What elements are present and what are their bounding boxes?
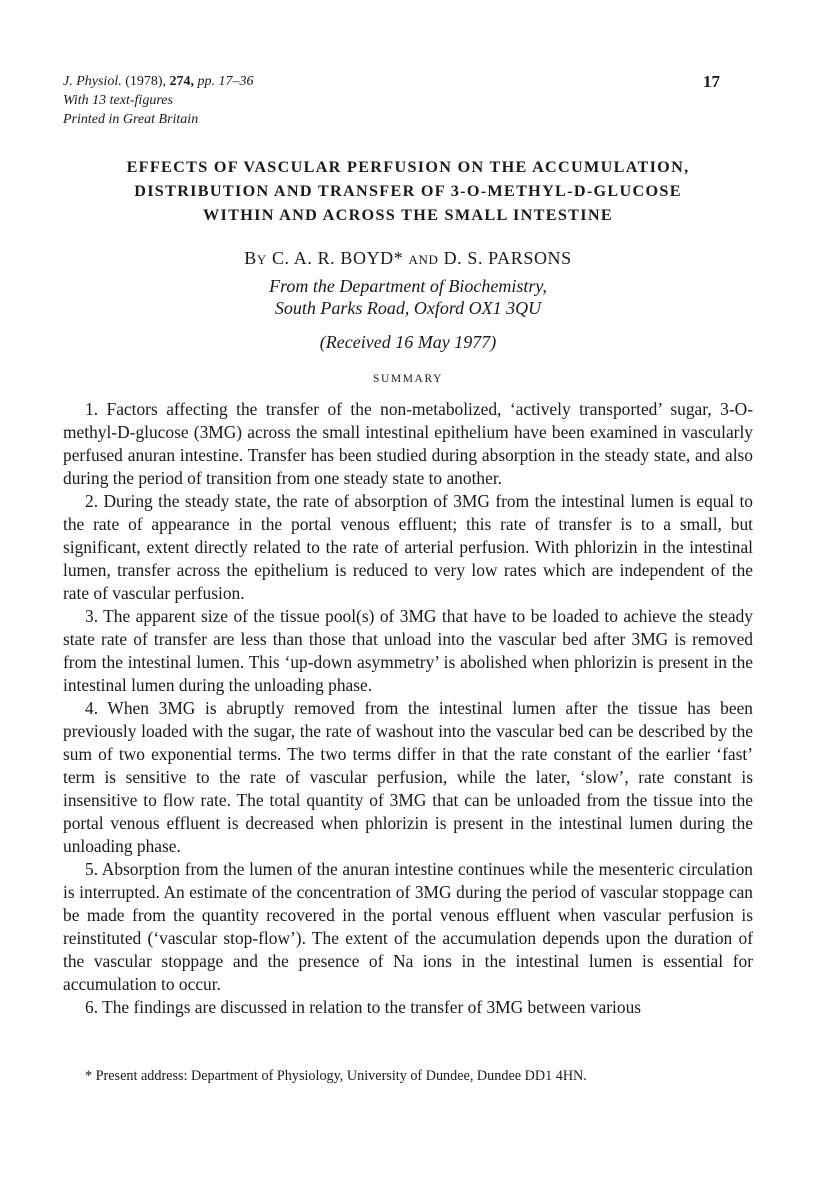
journal-name: J. Physiol. [63, 74, 122, 89]
summary-paragraph: 2. During the steady state, the rate of absorption of 3MG from the intestinal lumen is equal to the rate of appearance in the portal venous effluent; this rate of transfer is to a small, but significant, extent directly related to the rate of arterial perfusion. With phlorizin in the intestinal lumen, transfer across the epithelium is reduced to very low rates which are independent of the rate of vascular perfusion. [63, 491, 753, 603]
page-number: 17 [703, 72, 720, 91]
section-heading: SUMMARY [373, 373, 443, 385]
summary-paragraph: 6. The findings are discussed in relation to the transfer of 3MG between various [85, 997, 642, 1017]
summary-paragraph: 1. Factors affecting the transfer of the non-metabolized, ‘actively transported’ sugar, 3-O-methyl-D-glucose (3MG) across the small intestinal epithelium have been examined in vascularly perfused anuran intestine. Transfer has been studied during absorption in the steady state, and also during the period of transition from one steady state to another. [63, 399, 753, 488]
journal-year: (1978), [125, 74, 167, 89]
figure-count: With 13 text-figures [63, 93, 173, 108]
author-name: C. A. R. BOYD* [271, 248, 404, 268]
summary-paragraph: 4. When 3MG is abruptly removed from the intestinal lumen after the tissue has been previously loaded with the sugar, the rate of washout into the vascular bed can be described by the sum of two exponential terms. The two terms differ in that the rate constant of the earlier ‘fast’ term is sensitive to the rate of vascular perfusion, while the later, ‘slow’, rate constant is insensitive to flow rate. The total quantity of 3MG that can be unloaded from the tissue into the portal venous effluent is decreased when phlorizin is present in the intestinal lumen during the unloading phase. [63, 698, 753, 856]
title-line: EFFECTS OF VASCULAR PERFUSION ON THE ACCUMULATION, [126, 158, 690, 176]
received-date [63, 332, 753, 353]
and-word: and [408, 248, 439, 268]
citation-line [63, 72, 254, 91]
summary-body [63, 398, 753, 1019]
summary-paragraph: 5. Absorption from the lumen of the anuran intestine continues while the mesenteric circulation is interrupted. An estimate of the concentration of 3MG during the period of vascular stoppage can be made from the quantity recovered in the portal venous effluent when vascular perfusion is reinstituted (‘vascular stop-flow’). The extent of the accumulation depends upon the duration of the vascular stoppage and the presence of Na ions in the intestinal lumen is essential for accumulation to occur. [63, 859, 753, 994]
by-word: By [244, 248, 267, 268]
citation-block [63, 72, 254, 129]
journal-volume: 274, [169, 74, 195, 89]
affiliation-line: From the Department of Biochemistry, [269, 276, 547, 296]
affiliation-line: South Parks Road, Oxford OX1 3QU [274, 298, 542, 318]
author-name: D. S. PARSONS [443, 248, 572, 268]
received-text: (Received 16 May 1977) [319, 332, 497, 352]
affiliation [63, 275, 753, 319]
title-line: DISTRIBUTION AND TRANSFER OF 3-O-METHYL-D-GLUCOSE [134, 182, 682, 200]
journal-pages: pp. 17–36 [197, 74, 254, 89]
article-title [63, 155, 753, 227]
title-line: WITHIN AND ACROSS THE SMALL INTESTINE [203, 206, 613, 224]
author-line [63, 248, 753, 269]
footnote: * Present address: Department of Physiology, University of Dundee, Dundee DD1 4HN. [85, 1068, 587, 1084]
printed-in: Printed in Great Britain [63, 112, 199, 127]
summary-paragraph: 3. The apparent size of the tissue pool(s) of 3MG that have to be loaded to achieve the steady state rate of transfer are less than those that unload into the vascular bed after 3MG is removed from the intestinal lumen. This ‘up-down asymmetry’ is abolished when phlorizin is present in the intestinal lumen during the unloading phase. [63, 606, 753, 695]
